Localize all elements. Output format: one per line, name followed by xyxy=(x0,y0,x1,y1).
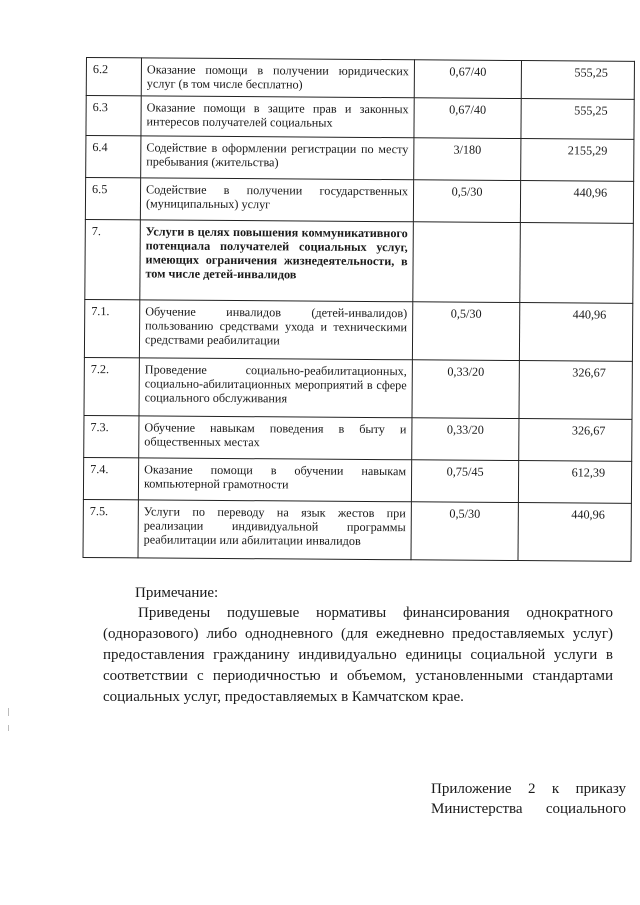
service-description: Обучение навыкам поведения в быту и общественных местах xyxy=(139,416,412,460)
service-norm: 0,75/45 xyxy=(411,460,518,503)
service-norm: 0,33/20 xyxy=(412,360,519,419)
service-description: Услуги по переводу на язык жестов при реализации индивидуальной программы реабилитации или абилитации инвалидов xyxy=(138,500,411,560)
table-row xyxy=(84,357,632,419)
scan-mark xyxy=(8,708,9,716)
table-row xyxy=(84,299,632,361)
service-norm xyxy=(413,222,521,303)
row-number: 7.2. xyxy=(84,357,139,415)
row-number: 6.3 xyxy=(86,96,141,136)
table-row xyxy=(85,219,634,303)
row-number: 7.5. xyxy=(83,499,138,557)
service-cost: 440,96 xyxy=(518,503,631,562)
service-description: Услуги в целях повышения коммуникативного потенциала получателей социальных услуг, имеющих ограничения жизнедеятельности, в том числе детей-инвалидов xyxy=(140,220,414,302)
service-cost: 555,25 xyxy=(521,99,634,140)
table-row xyxy=(84,415,632,461)
row-number: 7.4. xyxy=(83,457,138,499)
service-description: Оказание помощи в получении юридических услуг (в том числе бесплатно) xyxy=(141,58,414,98)
table-row xyxy=(86,96,634,140)
row-number: 7. xyxy=(85,219,141,299)
service-norm: 0,33/20 xyxy=(412,418,519,461)
row-number: 6.2 xyxy=(86,58,141,96)
service-cost: 326,67 xyxy=(519,419,632,462)
table-row xyxy=(83,457,631,503)
service-norm: 0,67/40 xyxy=(414,60,521,99)
service-cost: 2155,29 xyxy=(521,139,634,182)
service-cost xyxy=(520,223,634,304)
service-cost: 440,96 xyxy=(520,181,633,224)
table-row xyxy=(86,136,634,182)
note-title: Примечание: xyxy=(135,585,219,601)
service-description: Проведение социально-реабилитационных, социально-абилитационных мероприятий в сфере социального обслуживания xyxy=(139,358,412,418)
service-description: Содействие в оформлении регистрации по месту пребывания (жительства) xyxy=(141,136,414,180)
service-cost: 555,25 xyxy=(521,61,634,100)
service-cost: 326,67 xyxy=(519,361,632,420)
appendix-line-2: Министерства социального xyxy=(431,801,626,817)
service-norm: 3/180 xyxy=(414,138,521,181)
service-norm: 0,5/30 xyxy=(412,302,519,361)
table-row xyxy=(83,499,631,561)
service-cost: 612,39 xyxy=(518,461,631,504)
row-number: 6.5 xyxy=(85,178,140,220)
service-cost: 440,96 xyxy=(519,303,632,362)
service-description: Оказание помощи в защите прав и законных интересов получателей социальных xyxy=(141,96,414,138)
services-table-body xyxy=(83,58,634,562)
service-norm: 0,67/40 xyxy=(414,98,521,139)
services-table xyxy=(83,57,635,562)
row-number: 7.3. xyxy=(84,415,139,457)
appendix-caption xyxy=(431,779,626,819)
appendix-line-1: Приложение 2 к приказу xyxy=(431,781,626,797)
service-description: Содействие в получении государственных (муниципальных) услуг xyxy=(140,178,413,222)
table-row xyxy=(86,58,634,100)
service-norm: 0,5/30 xyxy=(413,180,520,223)
service-description: Оказание помощи в обучении навыкам компьютерной грамотности xyxy=(138,458,411,502)
row-number: 6.4 xyxy=(86,136,141,178)
scan-mark xyxy=(8,725,9,731)
note-text: Приведены подушевые нормативы финансирования однократного (одноразового) либо однодневного (для ежедневно предоставляемых услуг) предоставления гражданину индивидуально единицы социальной услуги в соответствии с периодичностью и объемом, установленными стандартами социальных услуг, предоставляемых в Камчатском крае. xyxy=(103,605,613,705)
service-norm: 0,5/30 xyxy=(411,502,518,561)
service-description: Обучение инвалидов (детей-инвалидов) пользованию средствами ухода и техническими средствами реабилитации xyxy=(139,300,412,360)
table-row xyxy=(85,178,633,224)
row-number: 7.1. xyxy=(84,299,139,357)
